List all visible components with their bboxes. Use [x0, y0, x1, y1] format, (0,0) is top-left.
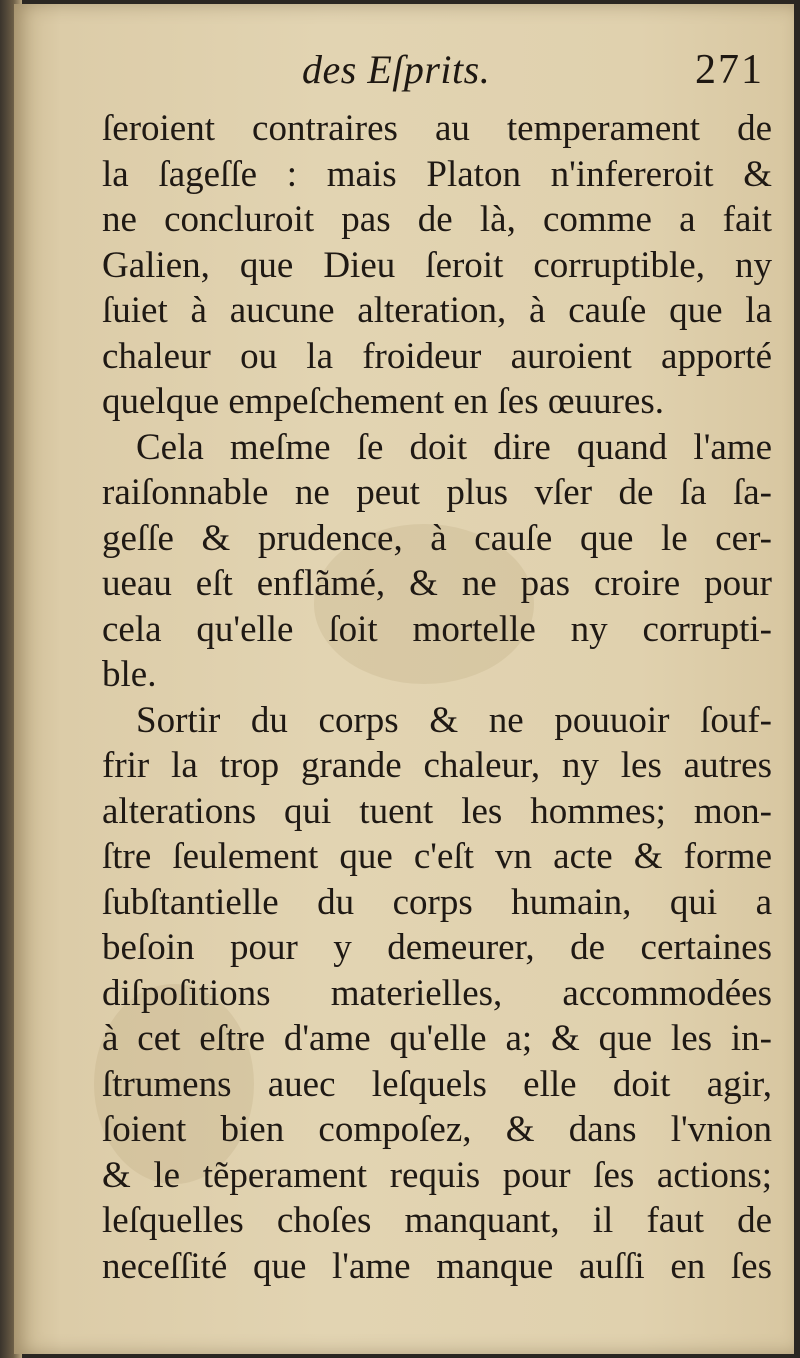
- text-line: alterations qui tuent les hommes; mon-: [102, 790, 772, 832]
- text-line: ſtrumens auec leſquels elle doit agir,: [102, 1063, 772, 1105]
- book-page: [14, 4, 794, 1354]
- text-line: raiſonnable ne peut plus vſer de ſa ſa-: [102, 472, 772, 513]
- text-line: geſſe & prudence, à cauſe que le cer-: [102, 517, 772, 559]
- text-line: à cet eſtre d'ame qu'elle a; & que les in-: [102, 1018, 772, 1059]
- running-title: des Eſprits.: [302, 47, 491, 92]
- body-text: [102, 106, 772, 1289]
- text-line: neceſſité que l'ame manque auſſi en ſes: [102, 1245, 772, 1287]
- page-header: [14, 46, 794, 106]
- page-number: 271: [695, 47, 764, 93]
- text-line: leſquelles choſes manquant, il faut de: [102, 1200, 772, 1241]
- text-line: ſubſtantielle du corps humain, qui a: [102, 881, 772, 923]
- text-line: ſeroient contraires au temperament de: [102, 108, 772, 149]
- text-line: beſoin pour y demeurer, de certaines: [102, 927, 772, 968]
- text-line: ſoient bien compoſez, & dans l'vnion: [102, 1109, 772, 1150]
- text-line: chaleur ou la froideur auroient apporté: [102, 335, 772, 377]
- text-line: ble.: [102, 654, 157, 695]
- text-line: ueau eſt enflãmé, & ne pas croire pour: [102, 563, 772, 604]
- text-line: quelque empeſchement en ſes œuures.: [102, 381, 664, 422]
- text-line: diſpoſitions materielles, accommodées: [102, 972, 772, 1014]
- text-line: ſtre ſeulement que c'eſt vn acte & forme: [102, 836, 772, 877]
- text-line: ne concluroit pas de là, comme a fait: [102, 199, 772, 240]
- paragraph-start-line: Sortir du corps & ne pouuoir ſouf-: [136, 699, 772, 741]
- text-line: cela qu'elle ſoit mortelle ny corrupti-: [102, 608, 772, 650]
- text-line: Galien, que Dieu ſeroit corruptible, ny: [102, 244, 772, 286]
- text-line: la ſageſſe : mais Platon n'infereroit &: [102, 153, 772, 195]
- text-line: & le tẽperament requis pour ſes actions;: [102, 1154, 772, 1196]
- text-line: frir la trop grande chaleur, ny les autres: [102, 745, 772, 786]
- text-line: ſuiet à aucune alteration, à cauſe que la: [102, 290, 772, 331]
- paragraph-start-line: Cela meſme ſe doit dire quand l'ame: [136, 426, 772, 468]
